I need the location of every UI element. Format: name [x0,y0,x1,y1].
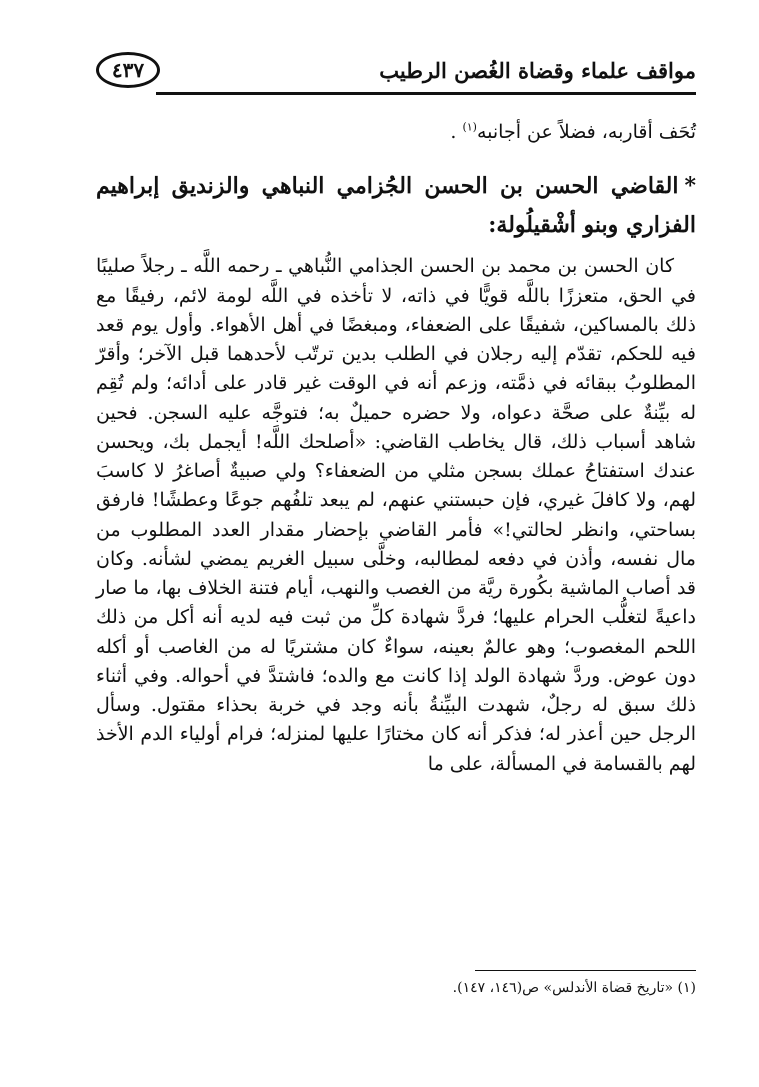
lead-text: تُحَف أقاربه، فضلاً عن أجانبه [476,121,696,143]
footnote-ref: (١) [462,120,477,134]
section-heading [96,167,696,244]
heading-text: القاضي الحسن بن الحسن الجُزامي النباهي والزنديق إبراهيم الفزاري وبنو أشْقيلُولة: [96,173,696,238]
footnote: (١) «تاريخ قضاة الأندلس» ص(١٤٦، ١٤٧). [452,980,696,996]
heading-bullet: * [684,173,696,200]
lead-end: . [450,121,463,143]
main-text [96,118,696,779]
footnote-rule [475,970,696,971]
running-title: مواقف علماء وقضاة الغُصن الرطيب [379,58,696,83]
lead-line [96,118,696,147]
header-rule [156,92,696,95]
page-number: ٤٣٧ [96,52,160,88]
paragraph: كان الحسن بن محمد بن الحسن الجذامي النُّباهي ـ رحمه اللَّه ـ رجلاً صليبًا في الحق، متعززًا باللَّه قويًّا في ذاته، لا تأخذه في اللَّه لومة لائم، رفيقًا مع ذلك بالمساكين، شفيقًا على الضعفاء، ومبغضًا في أهل الأهواء. وأول يوم قعد فيه للحكم، تقدّم إليه رجلان في الطلب بدين ترتّب لأحدهما قبل الآخر؛ وأقرّ المطلوبُ ببقائه في ذمَّته، وزعم أنه في الوقت غير قادر على أدائه؛ ولم تُقِم له بيِّنةٌ على صحَّة دعواه، ولا حضره حميلٌ به؛ فتوجَّه عليه السجن. فحين شاهد أسباب ذلك، قال يخاطب القاضي: «أصلحك اللَّه! أيجمل بك، ويحسن عندك استفتاحُ عملك بسجن مثلي من الضعفاء؟ ولي صبيةٌ أصاغرُ لا كاسبَ لهم، ولا كافلَ غيري، فإن حبستني عنهم، لم يبعد تلفُهم جوعًا وعطشًا! فارفق بساحتي، وانظر لحالتي!» فأمر القاضي بإحضار مقدار العدد المطلوب من مال نفسه، وأذن في دفعه لمطالبه، وخلَّى سبيل الغريم يمضي لشأنه. وكان قد أصاب الماشية بكُورة ريَّة من الغصب والنهب، أيام فتنة الخلاف بها، ما صار داعيةً لتغلُّب الحرام عليها؛ فردَّ شهادة كلِّ من ثبت فيه لديه أنه أكل من ذلك اللحم المغصوب؛ وهو عالمٌ بعينه، سواءٌ كان مشتريًا له من الغاصب أو أكله دون عوض. وردَّ شهادة الولد إذا كانت مع والده؛ فاشتدَّ في أحواله. وفي أثناء ذلك سبق له رجلٌ، شهدت البيِّنةُ بأنه وجد في خربة بحذاء مقتول. وسأل الرجل حين أعذر له؛ فذكر أنه كان مختارًا عليها لمنزله؛ فرام أولياء الدم الأخذ لهم بالقسامة في المسألة، على ما [96,255,696,775]
page-header [96,52,696,98]
